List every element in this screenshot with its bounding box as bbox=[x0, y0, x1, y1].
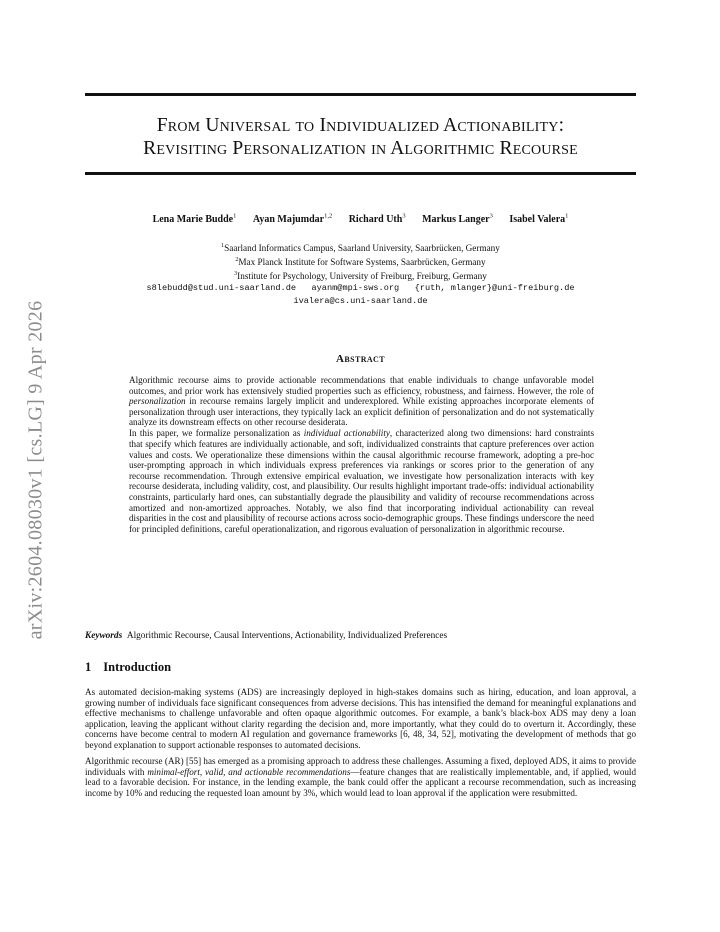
author bbox=[349, 214, 406, 225]
author-name: Markus Langer bbox=[422, 214, 490, 226]
email-line[interactable]: ivalera@cs.uni-saarland.de bbox=[293, 295, 428, 306]
title-line-1: From Universal to Individualized Actionability: bbox=[156, 115, 565, 136]
abstract-paragraph: Algorithmic recourse aims to provide actionable recommendations that enable individuals to change unfavorable model outcomes, and prior work has extensively studied properties such as efficiency, robustness, and fairness. However, the role of personalization in recourse remains largely implicit and underexplored. While existing approaches incorporate elements of personalization through user interactions, they typically lack an explicit definition of personalization and do not systematically analyze its downstream effects on other recourse desiderata. bbox=[129, 375, 594, 428]
title-rule-bottom bbox=[85, 172, 636, 175]
author bbox=[422, 214, 493, 225]
author-list bbox=[85, 213, 636, 225]
title-rule-top bbox=[85, 93, 636, 96]
section-heading-introduction bbox=[85, 660, 171, 675]
section-title: Introduction bbox=[103, 660, 172, 674]
arxiv-stamp[interactable]: arXiv:2604.08030v1 [cs.LG] 9 Apr 2026 bbox=[24, 300, 47, 640]
affiliation: $^3$Institute for Psychology, University of Freiburg, Freiburg, Germany bbox=[234, 271, 487, 282]
title-line-2: Revisiting Personalization in Algorithmic Recourse bbox=[143, 138, 578, 159]
affiliation: $^1$Saarland Informatics Campus, Saarland University, Saarbrücken, Germany bbox=[221, 243, 500, 254]
keywords-label: Keywords bbox=[85, 631, 123, 641]
affiliations bbox=[85, 240, 636, 307]
keywords bbox=[85, 631, 636, 641]
abstract-paragraph: In this paper, we formalize personalization as individual actionability, characterized along two dimensions: hard constraints that specify which features are individually actionable, and soft, individualized constraints that capture preferences over action values and costs. We operationalize these dimensions within the causal algorithmic recourse framework, adopting a pre-hoc user-prompting approach in which individuals express preferences via rankings or scores prior to the generation of any recourse recommendation. Through extensive empirical evaluation, we investigate how personalization interacts with key recourse desiderata, including validity, cost, and plausibility. Our results highlight important trade-offs: individual actionability constraints, particularly hard ones, can substantially degrade the plausibility and validity of recourse recommendations across amortized and non-amortized approaches. Notably, we also find that incorporating individual actionability can reveal disparities in the cost and plausibility of recourse actions across socio-demographic groups. These findings underscore the need for principled definitions, careful operationalization, and rigorous evaluation of personalization in algorithmic recourse. bbox=[129, 428, 594, 534]
section-number: 1 bbox=[85, 660, 92, 674]
paper-title bbox=[85, 114, 636, 160]
author-affil-mark: 1,2 bbox=[324, 213, 333, 220]
author bbox=[153, 214, 237, 225]
author-affil-mark: 3 bbox=[489, 213, 493, 220]
author bbox=[253, 214, 332, 225]
introduction-body bbox=[85, 687, 636, 804]
abstract-heading: Abstract bbox=[336, 353, 385, 365]
author-affil-mark: 1 bbox=[565, 213, 569, 220]
author-name: Richard Uth bbox=[348, 214, 403, 226]
author-affil-mark: 3 bbox=[402, 213, 406, 220]
author-name: Ayan Majumdar bbox=[252, 214, 325, 226]
keywords-text: Algorithmic Recourse, Causal Interventions, Actionability, Individualized Preferences bbox=[126, 631, 448, 641]
author bbox=[509, 214, 568, 225]
abstract-body bbox=[129, 375, 594, 535]
author-affil-mark: 1 bbox=[233, 213, 237, 220]
body-paragraph: As automated decision-making systems (ADS) are increasingly deployed in high-stakes domains such as hiring, education, and loan approval, a growing number of individuals face significant consequences from adverse decisions. This has intensified the demand for meaningful explanations and effective mechanisms to challenge unfavorable and often opaque algorithmic outcomes. For example, a bank’s black-box ADS may deny a loan application, leaving the applicant without clarity regarding the decision and, more importantly, what they could do to overturn it. Accordingly, these concerns have become central to modern AI regulation and governance frameworks [6, 48, 34, 52], motivating the development of methods that go beyond explanation to support actionable responses to automated decisions. bbox=[85, 687, 636, 750]
email-line[interactable]: s8lebudd@stud.uni-saarland.de ayanm@mpi-sws.org {ruth, mlanger}@uni-freiburg.de bbox=[146, 283, 575, 294]
author-name: Lena Marie Budde bbox=[152, 214, 234, 226]
body-paragraph: Algorithmic recourse (AR) [55] has emerged as a promising approach to address these challenges. Assuming a fixed, deployed ADS, it aims to provide individuals with minimal-effort, valid, and actionable recommendations—feature changes that are realistically implementable, and, if applied, would lead to a favorable decision. For instance, in the lending example, the bank could offer the applicant a recourse recommendation, such as increasing income by 10% and reducing the requested loan amount by 3%, which would lead to loan approval if the application were resubmitted. bbox=[85, 756, 636, 798]
author-name: Isabel Valera bbox=[509, 214, 566, 226]
affiliation: $^2$Max Planck Institute for Software Systems, Saarbrücken, Germany bbox=[235, 257, 486, 268]
